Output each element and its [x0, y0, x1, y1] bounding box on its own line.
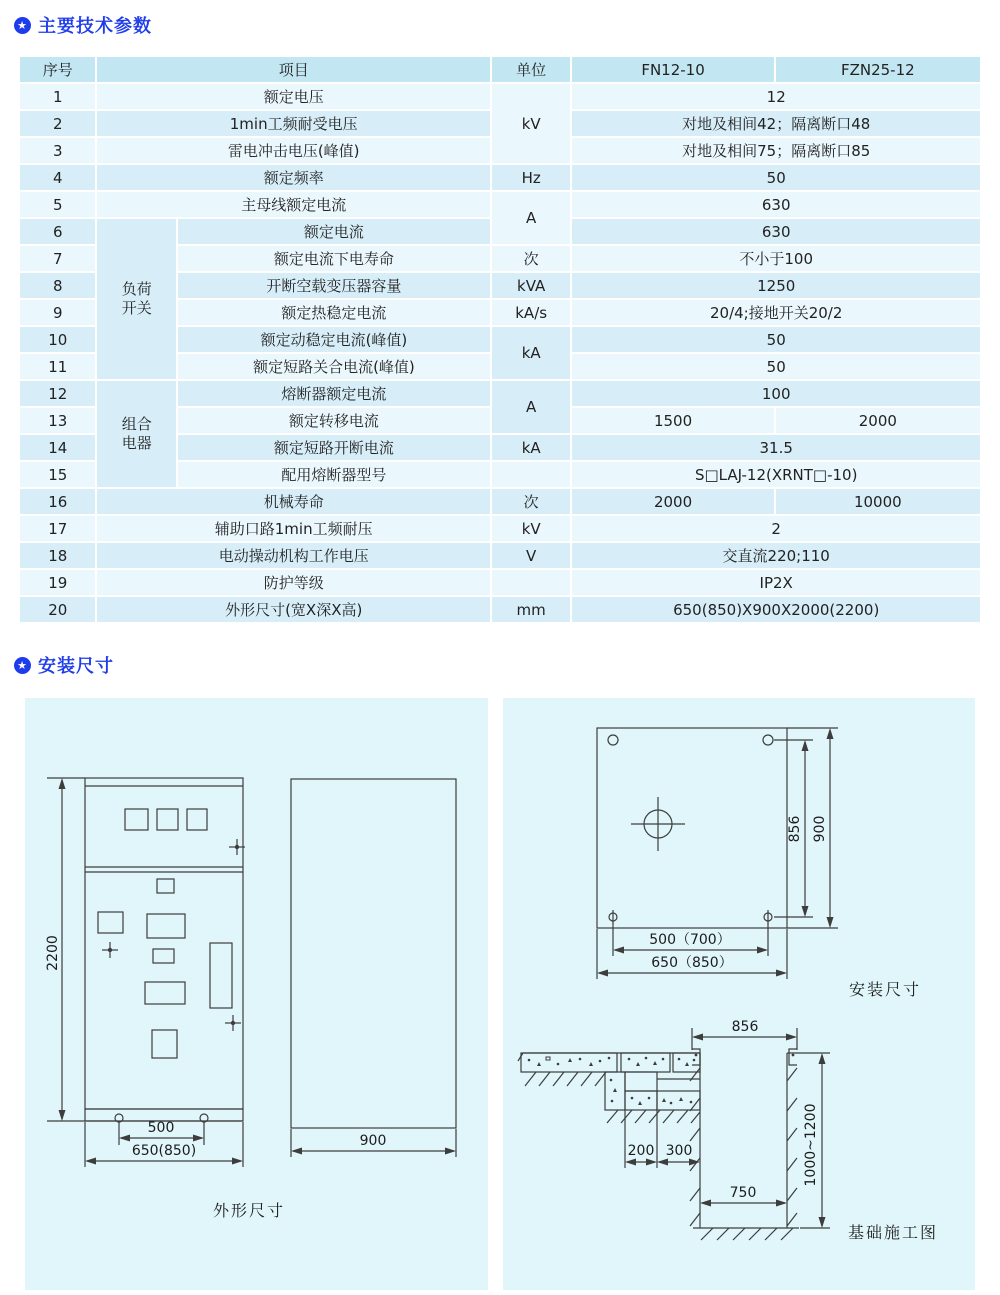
svg-text:900: 900 [359, 1133, 387, 1149]
front-view-cabinet [47, 778, 243, 1122]
section-heading-parameters [14, 12, 152, 38]
row-item: 额定电流 [178, 219, 490, 244]
section-title: 安装尺寸 [38, 656, 114, 677]
table-row [20, 570, 980, 595]
row-value: 50 [572, 354, 980, 379]
row-item: 额定频率 [97, 165, 489, 190]
row-no: 9 [20, 300, 95, 325]
row-value: 交直流220;110 [572, 543, 980, 568]
row-no: 2 [20, 111, 95, 136]
outline-drawing-panel [25, 698, 488, 1290]
svg-text:650（850）: 650（850） [651, 955, 733, 971]
svg-text:200: 200 [627, 1143, 655, 1159]
hatch-ticks [525, 1068, 797, 1240]
row-no: 10 [20, 327, 95, 352]
row-item: 防护等级 [97, 570, 489, 595]
row-value: 对地及相间75；隔离断口85 [572, 138, 980, 163]
row-item: 开断空载变压器容量 [178, 273, 490, 298]
dim-height [45, 778, 85, 1121]
col-header-no: 序号 [20, 57, 95, 82]
row-value-fzn: 10000 [776, 489, 980, 514]
row-item: 额定动稳定电流(峰值) [178, 327, 490, 352]
dim-pit-width [700, 1185, 787, 1207]
row-item: 外形尺寸(宽X深X高) [97, 597, 489, 622]
table-row [20, 381, 980, 406]
plus-markers [102, 839, 245, 1031]
dim-install-inner [774, 740, 813, 917]
row-item: 主母线额定电流 [97, 192, 489, 217]
row-value: 31.5 [572, 435, 980, 460]
row-value: 20/4;接地开关20/2 [572, 300, 980, 325]
row-item: 额定热稳定电流 [178, 300, 490, 325]
row-item: 额定电压 [97, 84, 489, 109]
row-no: 19 [20, 570, 95, 595]
install-plan [597, 728, 787, 928]
row-no: 8 [20, 273, 95, 298]
row-no: 17 [20, 516, 95, 541]
row-no: 13 [20, 408, 95, 433]
row-unit [492, 570, 570, 595]
outline-drawing [25, 698, 488, 1290]
row-item: 雷电冲击电压(峰值) [97, 138, 489, 163]
table-row [20, 84, 980, 109]
dim-foundation-top [692, 1019, 797, 1050]
row-value: 630 [572, 192, 980, 217]
row-value-fn: 2000 [572, 489, 773, 514]
row-value: 1250 [572, 273, 980, 298]
row-value-fn: 1500 [572, 408, 773, 433]
row-unit: mm [492, 597, 570, 622]
row-unit: kV [492, 84, 570, 163]
row-value: 12 [572, 84, 980, 109]
foundation-section [518, 1019, 938, 1242]
row-value-fzn: 2000 [776, 408, 980, 433]
row-unit: kVA [492, 273, 570, 298]
svg-text:500: 500 [147, 1120, 175, 1136]
row-value: 50 [572, 165, 980, 190]
row-item: 配用熔断器型号 [178, 462, 490, 487]
dim-hole-span [119, 1120, 204, 1145]
row-item: 1min工频耐受电压 [97, 111, 489, 136]
row-no: 4 [20, 165, 95, 190]
row-no: 7 [20, 246, 95, 271]
table-row [20, 597, 980, 622]
row-no: 5 [20, 192, 95, 217]
row-item: 额定转移电流 [178, 408, 490, 433]
row-value: 2 [572, 516, 980, 541]
table-row [20, 516, 980, 541]
row-item: 机械寿命 [97, 489, 489, 514]
table-row [20, 165, 980, 190]
install-caption: 安装尺寸 [848, 980, 922, 999]
install-drawing-panel [503, 698, 975, 1290]
section-heading-install [14, 652, 114, 678]
dim-depth [291, 1129, 456, 1157]
svg-text:1000~1200: 1000~1200 [803, 1103, 819, 1187]
svg-text:2200: 2200 [45, 935, 61, 971]
row-value: 650(850)X900X2000(2200) [572, 597, 980, 622]
row-unit: Hz [492, 165, 570, 190]
table-header-row [20, 57, 980, 82]
row-unit: V [492, 543, 570, 568]
group-cell-load-switch: 负荷开关 [97, 219, 175, 379]
outline-caption: 外形尺寸 [212, 1201, 286, 1220]
install-drawing [503, 698, 975, 1290]
spec-table [18, 55, 982, 624]
table-row [20, 543, 980, 568]
row-item: 辅助口路1min工频耐压 [97, 516, 489, 541]
col-header-item: 项目 [97, 57, 489, 82]
svg-text:500（700）: 500（700） [649, 932, 731, 948]
col-header-unit: 单位 [492, 57, 570, 82]
row-unit: A [492, 381, 570, 433]
row-no: 14 [20, 435, 95, 460]
row-unit [492, 462, 570, 487]
row-no: 6 [20, 219, 95, 244]
row-item: 电动操动机构工作电压 [97, 543, 489, 568]
side-view-cabinet [291, 779, 456, 1128]
row-no: 11 [20, 354, 95, 379]
foundation-caption: 基础施工图 [847, 1223, 939, 1242]
row-unit: kA/s [492, 300, 570, 325]
row-unit: kA [492, 327, 570, 379]
col-header-model2: FZN25-12 [776, 57, 980, 82]
table-row [20, 489, 980, 514]
row-unit: kA [492, 435, 570, 460]
svg-text:300: 300 [665, 1143, 693, 1159]
row-no: 1 [20, 84, 95, 109]
row-value: 100 [572, 381, 980, 406]
row-no: 16 [20, 489, 95, 514]
row-unit: A [492, 192, 570, 244]
row-no: 15 [20, 462, 95, 487]
group-cell-combined: 组合电器 [97, 381, 175, 487]
row-no: 20 [20, 597, 95, 622]
row-unit: kV [492, 516, 570, 541]
row-value: 50 [572, 327, 980, 352]
row-value: 630 [572, 219, 980, 244]
row-item: 熔断器额定电流 [178, 381, 490, 406]
star-circle-icon: ★ [14, 657, 31, 674]
row-no: 3 [20, 138, 95, 163]
dim-pit-depth [800, 1053, 830, 1228]
svg-text:650(850): 650(850) [131, 1143, 197, 1159]
row-value: IP2X [572, 570, 980, 595]
row-unit: 次 [492, 246, 570, 271]
star-circle-icon: ★ [14, 17, 31, 34]
row-no: 18 [20, 543, 95, 568]
svg-text:856: 856 [731, 1019, 759, 1035]
row-value: 不小于100 [572, 246, 980, 271]
table-row [20, 192, 980, 217]
dim-step2 [657, 1143, 700, 1166]
row-unit: 次 [492, 489, 570, 514]
row-item: 额定短路开断电流 [178, 435, 490, 460]
row-item: 额定短路关合电流(峰值) [178, 354, 490, 379]
col-header-model1: FN12-10 [572, 57, 773, 82]
row-no: 12 [20, 381, 95, 406]
section-title: 主要技术参数 [38, 16, 152, 37]
ground-structure [518, 1053, 830, 1110]
svg-text:750: 750 [729, 1185, 757, 1201]
row-value: S□LAJ-12(XRNT□-10) [572, 462, 980, 487]
row-item: 额定电流下电寿命 [178, 246, 490, 271]
row-value: 对地及相间42；隔离断口48 [572, 111, 980, 136]
svg-text:856: 856 [787, 815, 803, 843]
svg-text:900: 900 [812, 815, 828, 843]
